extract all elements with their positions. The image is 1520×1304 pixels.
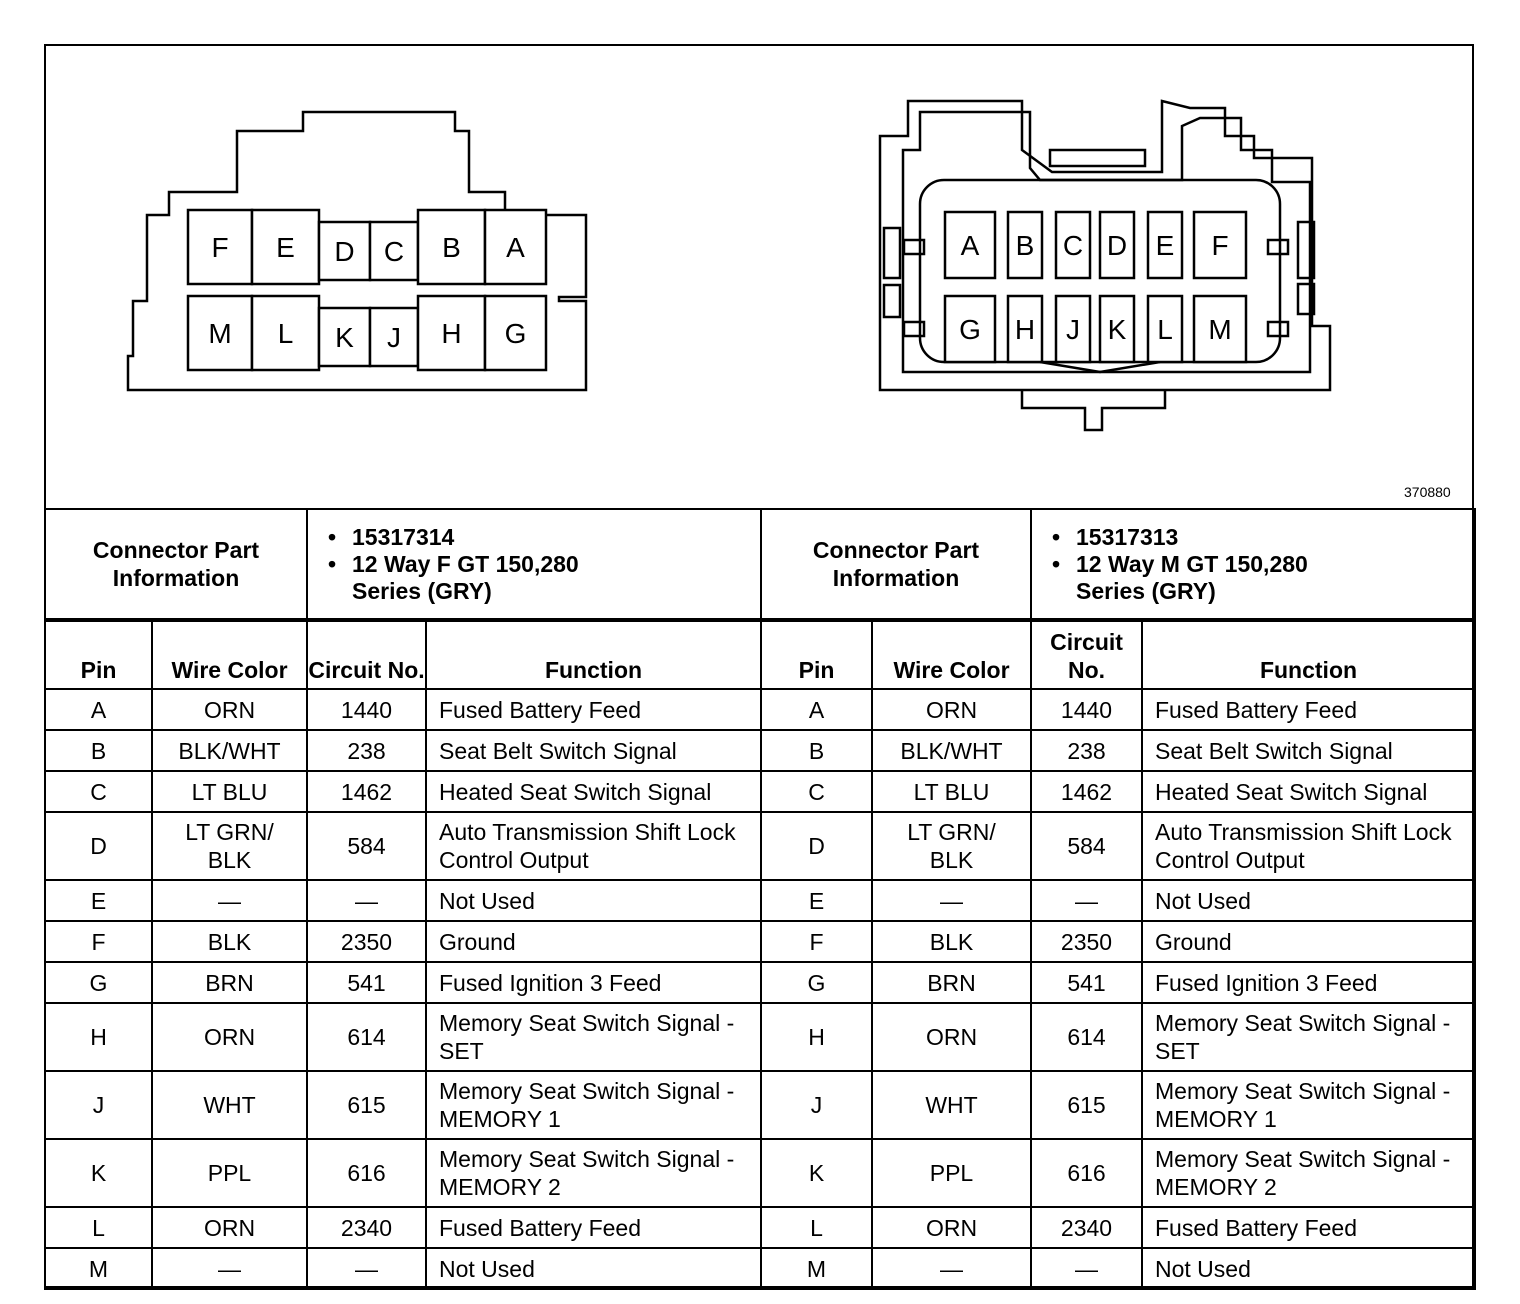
table-row: [45, 921, 1475, 962]
male-pin-label: A: [960, 230, 980, 261]
circuit-cell-right: 584: [1031, 812, 1142, 880]
wire-color-cell-left: WHT: [152, 1071, 307, 1139]
circuit-cell-right: 2350: [1031, 921, 1142, 962]
pin-cell-right: A: [761, 689, 872, 730]
part-number-left: • 15317314: [352, 524, 760, 551]
function-cell-right: Auto Transmission Shift Lock Control Output: [1142, 812, 1475, 880]
wire-color-cell-right: —: [872, 880, 1031, 921]
male-pin-label: L: [1157, 314, 1173, 345]
female-pin-label: K: [335, 322, 354, 353]
table-row: [45, 730, 1475, 771]
pin-cell-left: H: [45, 1003, 152, 1071]
table-row: [45, 1207, 1475, 1248]
connector-part-info-label-right: Connector Part Information: [761, 509, 1031, 619]
wire-color-cell-left: BLK: [152, 921, 307, 962]
female-pin-label: F: [211, 232, 229, 263]
table-row: [45, 689, 1475, 730]
wire-color-cell-right: BLK/WHT: [872, 730, 1031, 771]
wire-color-cell-left: ORN: [152, 1003, 307, 1071]
wire-color-cell-right: ORN: [872, 1207, 1031, 1248]
female-pin-label: H: [441, 318, 462, 349]
function-cell-left: Not Used: [426, 1248, 761, 1289]
female-pin-label: D: [334, 236, 355, 267]
circuit-cell-right: 541: [1031, 962, 1142, 1003]
pin-cell-right: K: [761, 1139, 872, 1207]
circuit-cell-left: 616: [307, 1139, 426, 1207]
pin-cell-left: G: [45, 962, 152, 1003]
pin-cell-left: K: [45, 1139, 152, 1207]
pin-cell-left: M: [45, 1248, 152, 1289]
female-pin-label: L: [277, 318, 294, 349]
pin-cell-right: H: [761, 1003, 872, 1071]
pin-cell-right: M: [761, 1248, 872, 1289]
wire-color-cell-left: LT BLU: [152, 771, 307, 812]
table-row: [45, 1071, 1475, 1139]
wire-color-cell-left: ORN: [152, 1207, 307, 1248]
table-row: [45, 880, 1475, 921]
pin-cell-right: F: [761, 921, 872, 962]
connector-info-table: [44, 508, 1476, 620]
function-cell-right: Not Used: [1142, 880, 1475, 921]
wire-color-cell-right: BLK: [872, 921, 1031, 962]
male-pin-label: M: [1208, 314, 1232, 345]
table-row: [45, 812, 1475, 880]
male-pin-label: H: [1014, 314, 1036, 345]
male-pin-label: B: [1015, 230, 1035, 261]
table-row: [45, 1248, 1475, 1289]
wire-color-cell-left: —: [152, 880, 307, 921]
part-number-right: • 15317313: [1076, 524, 1474, 551]
female-pin-row-top: [188, 210, 546, 284]
header-pin-left: Pin: [45, 621, 152, 689]
connector-part-info-right: [1031, 509, 1475, 619]
function-cell-left: Fused Ignition 3 Feed: [426, 962, 761, 1003]
connector-diagram: [0, 0, 1520, 510]
function-cell-left: Fused Battery Feed: [426, 689, 761, 730]
table-row: [45, 962, 1475, 1003]
function-cell-left: Memory Seat Switch Signal - MEMORY 2: [426, 1139, 761, 1207]
pin-cell-right: B: [761, 730, 872, 771]
header-circuit-left: Circuit No.: [307, 621, 426, 689]
circuit-cell-left: 1462: [307, 771, 426, 812]
circuit-cell-left: 615: [307, 1071, 426, 1139]
pin-cell-left: D: [45, 812, 152, 880]
male-pin-row-top: [945, 212, 1246, 278]
pin-cell-right: E: [761, 880, 872, 921]
circuit-cell-right: —: [1031, 1248, 1142, 1289]
function-cell-right: Fused Ignition 3 Feed: [1142, 962, 1475, 1003]
male-pin-label: F: [1211, 230, 1229, 261]
table-row: [45, 1139, 1475, 1207]
function-cell-right: Memory Seat Switch Signal - MEMORY 2: [1142, 1139, 1475, 1207]
pin-cell-left: A: [45, 689, 152, 730]
function-cell-left: Heated Seat Switch Signal: [426, 771, 761, 812]
figure-id: 370880: [1404, 484, 1451, 500]
table-row: [45, 771, 1475, 812]
circuit-cell-right: 1462: [1031, 771, 1142, 812]
wire-color-cell-left: BRN: [152, 962, 307, 1003]
wire-color-cell-right: LT GRN/ BLK: [872, 812, 1031, 880]
pin-cell-right: D: [761, 812, 872, 880]
female-pin-label: J: [387, 322, 401, 353]
table-row: [45, 1003, 1475, 1071]
male-pin-row-bottom: [945, 296, 1246, 362]
function-cell-left: Ground: [426, 921, 761, 962]
male-pin-label: E: [1155, 230, 1175, 261]
pinout-rows: [45, 689, 1475, 1289]
circuit-cell-right: 1440: [1031, 689, 1142, 730]
pin-cell-right: L: [761, 1207, 872, 1248]
function-cell-left: Memory Seat Switch Signal - MEMORY 1: [426, 1071, 761, 1139]
circuit-cell-right: 238: [1031, 730, 1142, 771]
circuit-cell-left: 2340: [307, 1207, 426, 1248]
header-pin-right: Pin: [761, 621, 872, 689]
function-cell-right: Heated Seat Switch Signal: [1142, 771, 1475, 812]
circuit-cell-left: 238: [307, 730, 426, 771]
female-pin-row-bottom: [188, 296, 546, 370]
female-pin-label: A: [506, 232, 525, 263]
connector-part-info-label-left: Connector Part Information: [45, 509, 307, 619]
wire-color-cell-right: ORN: [872, 1003, 1031, 1071]
male-pin-label: D: [1106, 230, 1128, 261]
pin-cell-left: J: [45, 1071, 152, 1139]
circuit-cell-left: 1440: [307, 689, 426, 730]
wire-color-cell-right: ORN: [872, 689, 1031, 730]
circuit-cell-right: —: [1031, 880, 1142, 921]
circuit-cell-right: 616: [1031, 1139, 1142, 1207]
circuit-cell-left: 541: [307, 962, 426, 1003]
function-cell-right: Fused Battery Feed: [1142, 689, 1475, 730]
connector-part-info-left: [307, 509, 761, 619]
header-circuit-right: Circuit No.: [1031, 621, 1142, 689]
function-cell-right: Fused Battery Feed: [1142, 1207, 1475, 1248]
wire-color-cell-right: BRN: [872, 962, 1031, 1003]
circuit-cell-left: 584: [307, 812, 426, 880]
function-cell-left: Memory Seat Switch Signal - SET: [426, 1003, 761, 1071]
circuit-cell-left: 2350: [307, 921, 426, 962]
header-function-left: Function: [426, 621, 761, 689]
circuit-cell-right: 615: [1031, 1071, 1142, 1139]
function-cell-left: Seat Belt Switch Signal: [426, 730, 761, 771]
pin-cell-left: C: [45, 771, 152, 812]
part-description-right: • 12 Way M GT 150,280 Series (GRY): [1076, 551, 1356, 605]
pin-cell-left: F: [45, 921, 152, 962]
female-pin-label: B: [442, 232, 461, 263]
part-description-left: • 12 Way F GT 150,280 Series (GRY): [352, 551, 632, 605]
male-pin-label: J: [1066, 314, 1080, 345]
circuit-cell-right: 2340: [1031, 1207, 1142, 1248]
circuit-cell-left: —: [307, 1248, 426, 1289]
header-wire-color-left: Wire Color: [152, 621, 307, 689]
female-pin-label: G: [504, 318, 527, 349]
female-pin-label: C: [383, 236, 405, 267]
pin-cell-left: B: [45, 730, 152, 771]
pin-cell-right: C: [761, 771, 872, 812]
pin-cell-right: G: [761, 962, 872, 1003]
function-cell-left: Auto Transmission Shift Lock Control Output: [426, 812, 761, 880]
female-pin-label: E: [276, 232, 295, 263]
function-cell-right: Seat Belt Switch Signal: [1142, 730, 1475, 771]
function-cell-right: Not Used: [1142, 1248, 1475, 1289]
pin-cell-right: J: [761, 1071, 872, 1139]
function-cell-left: Fused Battery Feed: [426, 1207, 761, 1248]
wire-color-cell-right: WHT: [872, 1071, 1031, 1139]
wire-color-cell-left: LT GRN/ BLK: [152, 812, 307, 880]
wire-color-cell-left: PPL: [152, 1139, 307, 1207]
wire-color-cell-left: ORN: [152, 689, 307, 730]
pin-cell-left: L: [45, 1207, 152, 1248]
wire-color-cell-right: —: [872, 1248, 1031, 1289]
header-wire-color-right: Wire Color: [872, 621, 1031, 689]
wire-color-cell-right: PPL: [872, 1139, 1031, 1207]
wire-color-cell-left: BLK/WHT: [152, 730, 307, 771]
male-pin-label: G: [959, 314, 981, 345]
pinout-table: [44, 620, 1476, 1290]
male-pin-label: K: [1107, 314, 1127, 345]
function-cell-right: Memory Seat Switch Signal - SET: [1142, 1003, 1475, 1071]
circuit-cell-left: 614: [307, 1003, 426, 1071]
wire-color-cell-left: —: [152, 1248, 307, 1289]
circuit-cell-left: —: [307, 880, 426, 921]
male-pin-label: C: [1062, 230, 1084, 261]
function-cell-right: Ground: [1142, 921, 1475, 962]
pin-cell-left: E: [45, 880, 152, 921]
function-cell-left: Not Used: [426, 880, 761, 921]
pinout-header-row: [45, 621, 1475, 689]
wire-color-cell-right: LT BLU: [872, 771, 1031, 812]
circuit-cell-right: 614: [1031, 1003, 1142, 1071]
female-pin-label: M: [208, 318, 232, 349]
header-function-right: Function: [1142, 621, 1475, 689]
function-cell-right: Memory Seat Switch Signal - MEMORY 1: [1142, 1071, 1475, 1139]
